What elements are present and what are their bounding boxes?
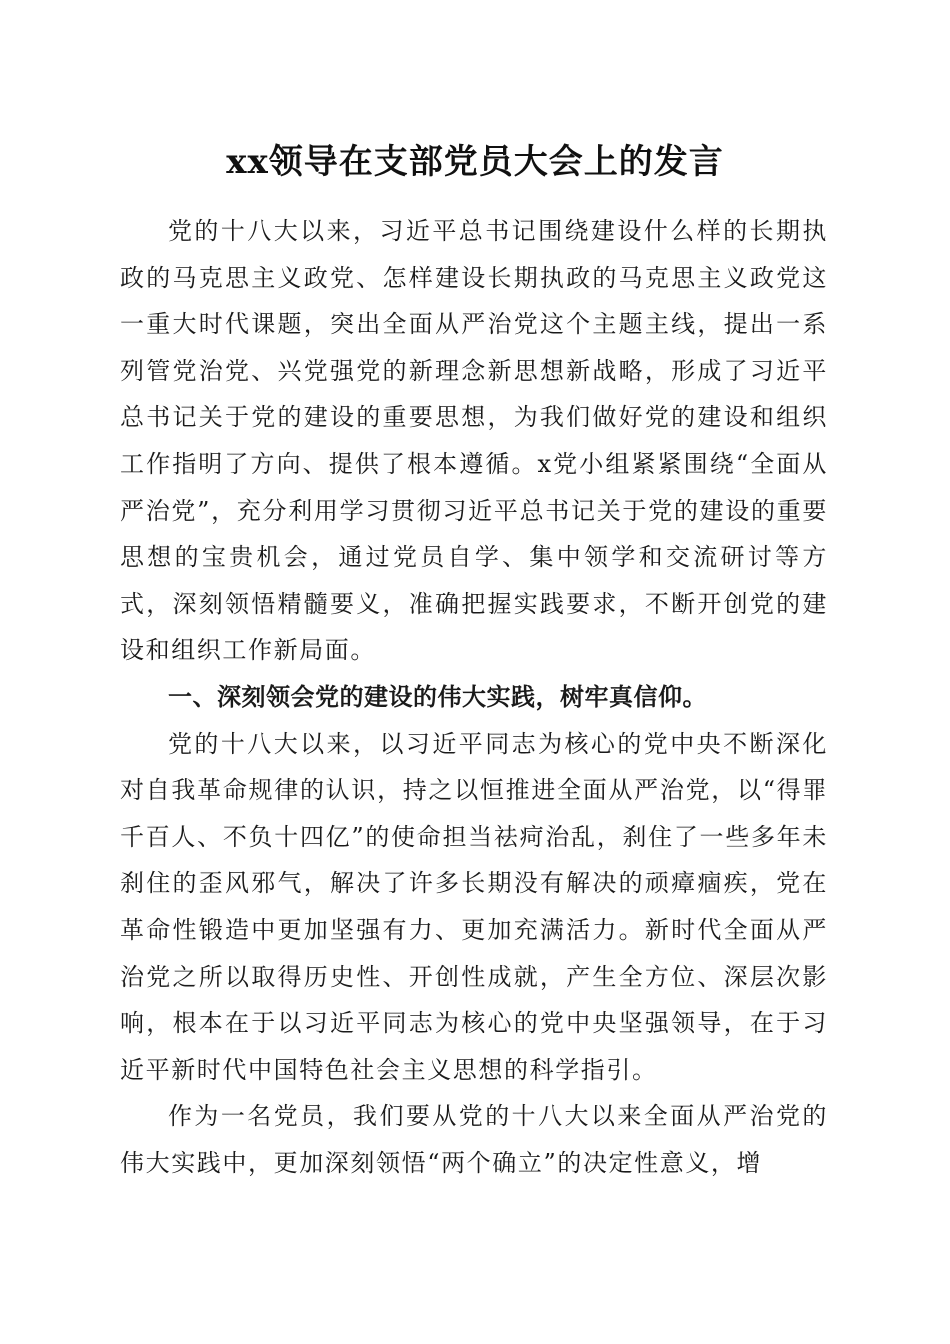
paragraph-member-reflection: 作为一名党员，我们要从党的十八大以来全面从严治党的伟大实践中，更加深刻领悟“两个确立”的决定性意义，增 [120, 1102, 828, 1177]
paragraph-intro: 党的十八大以来，习近平总书记围绕建设什么样的长期执政的马克思主义政党、怎样建设长期执政的马克思主义政党这一重大时代课题，突出全面从严治党这个主题主线，提出一系列管党治党、兴党强党的新理念新思想新战略，形成了习近平总书记关于党的建设的重要思想，为我们做好党的建设和组织工作指明了方向、提供了根本遵循。x党小组紧紧围绕“全面从严治党”，充分利用学习贯彻习近平总书记关于党的建设的重要思想的宝贵机会，通过党员自学、集中领学和交流研讨等方式，深刻领悟精髓要义，准确把握实践要求，不断开创党的建设和组织工作新局面。 [120, 217, 828, 665]
section-heading-1: 一、深刻领会党的建设的伟大实践，树牢真信仰。 [168, 682, 707, 711]
document-body [120, 208, 828, 1186]
paragraph-section-1: 党的十八大以来，以习近平同志为核心的党中央不断深化对自我革命规律的认识，持之以恒推进全面从严治党，以“得罪千百人、不负十四亿”的使命担当祛疴治乱，刹住了一些多年未刹住的歪风邪气，解决了许多长期没有解决的顽瘴痼疾，党在革命性锻造中更加坚强有力、更加充满活力。新时代全面从严治党之所以取得历史性、开创性成就，产生全方位、深层次影响，根本在于以习近平同志为核心的党中央坚强领导，在于习近平新时代中国特色社会主义思想的科学指引。 [120, 729, 828, 1084]
document-title: xx领导在支部党员大会上的发言 [226, 142, 724, 182]
